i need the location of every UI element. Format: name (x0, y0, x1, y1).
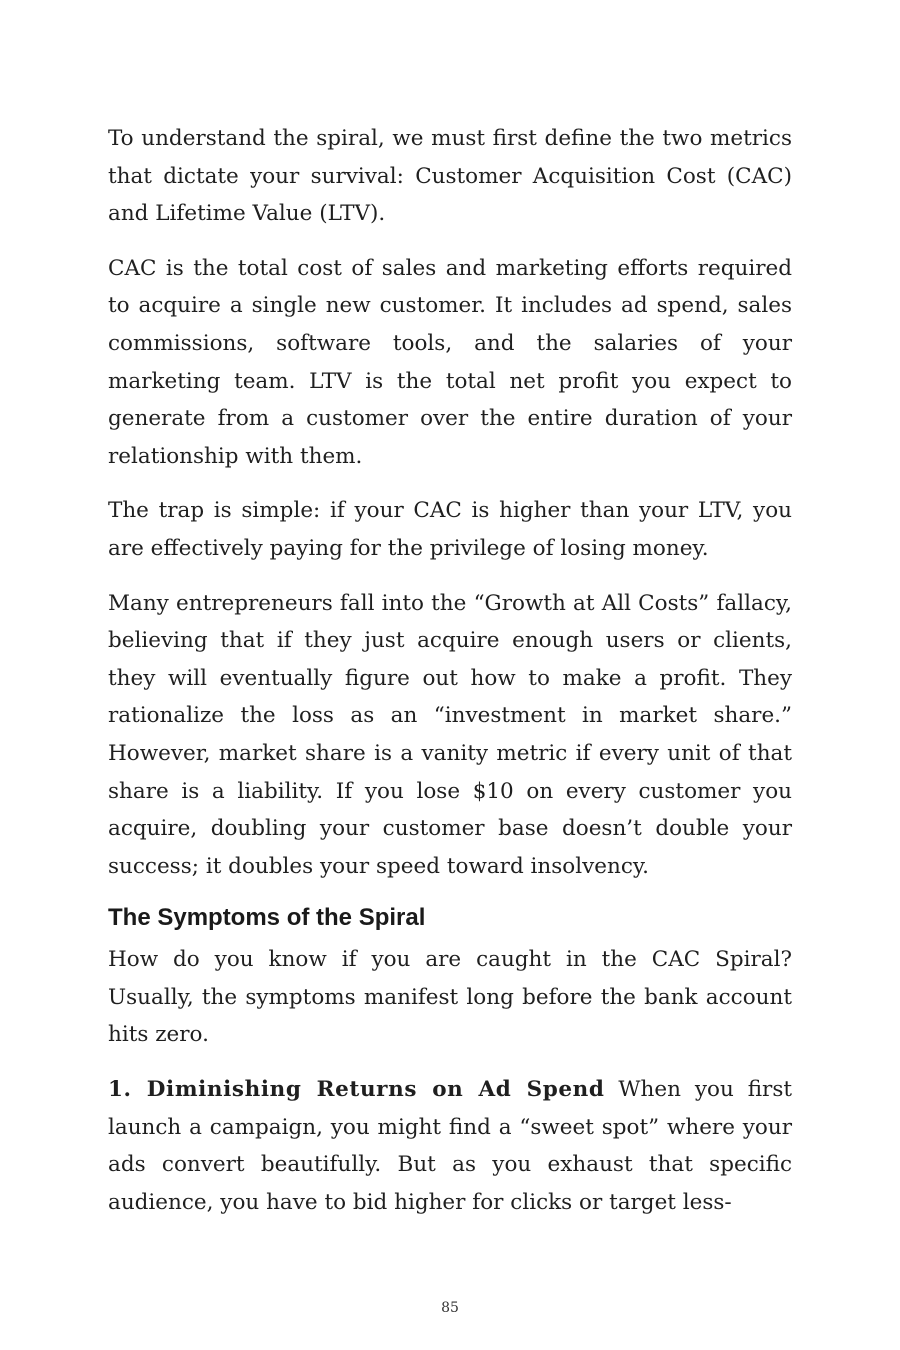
paragraph-growth-fallacy: Many entrepreneurs fall into the “Growth at All Costs” fallacy, believing that if they just acquire enough users or clients, they will eventually figure out how to make a profit. They rationalize the loss as an “investment in market share.” However, market share is a vanity metric if every unit of that share is a liability. If you lose $10 on every customer you acquire, doubling your customer base doesn’t double your success; it doubles your speed toward insolvency. (108, 590, 792, 879)
list-item-text: When you first launch a campaign, you might find a “sweet spot” where your ads convert beautifully. But as you exhaust that specific audience, you have to bid higher for clicks or target less- (108, 1077, 792, 1215)
list-item-label: 1. Diminishing Returns on Ad Spend (108, 1077, 605, 1103)
page-number: 85 (441, 1300, 459, 1316)
page-body (108, 120, 792, 1238)
section-intro: How do you know if you are caught in the CAC Spiral? Usually, the symptoms manifest long before the bank account hits zero. (108, 947, 792, 1048)
paragraph-cac-explained: CAC is the total cost of sales and marketing efforts required to acquire a single new customer. It includes ad spend, sales commissions, software tools, and the salaries of your marketing team. LTV is the total net profit you expect to generate from a customer over the entire duration of your relationship with them. (108, 255, 792, 469)
paragraph-cac-ltv-definition: To understand the spiral, we must first define the two metrics that dictate your survival: Customer Acquisition Cost (CAC) and Lifetime Value (LTV). (108, 126, 792, 227)
list-item-diminishing-returns (108, 1071, 792, 1221)
paragraph-trap: The trap is simple: if your CAC is higher than your LTV, you are effectively paying for the privilege of losing money. (108, 498, 792, 561)
section-heading: The Symptoms of the Spiral (108, 904, 426, 932)
